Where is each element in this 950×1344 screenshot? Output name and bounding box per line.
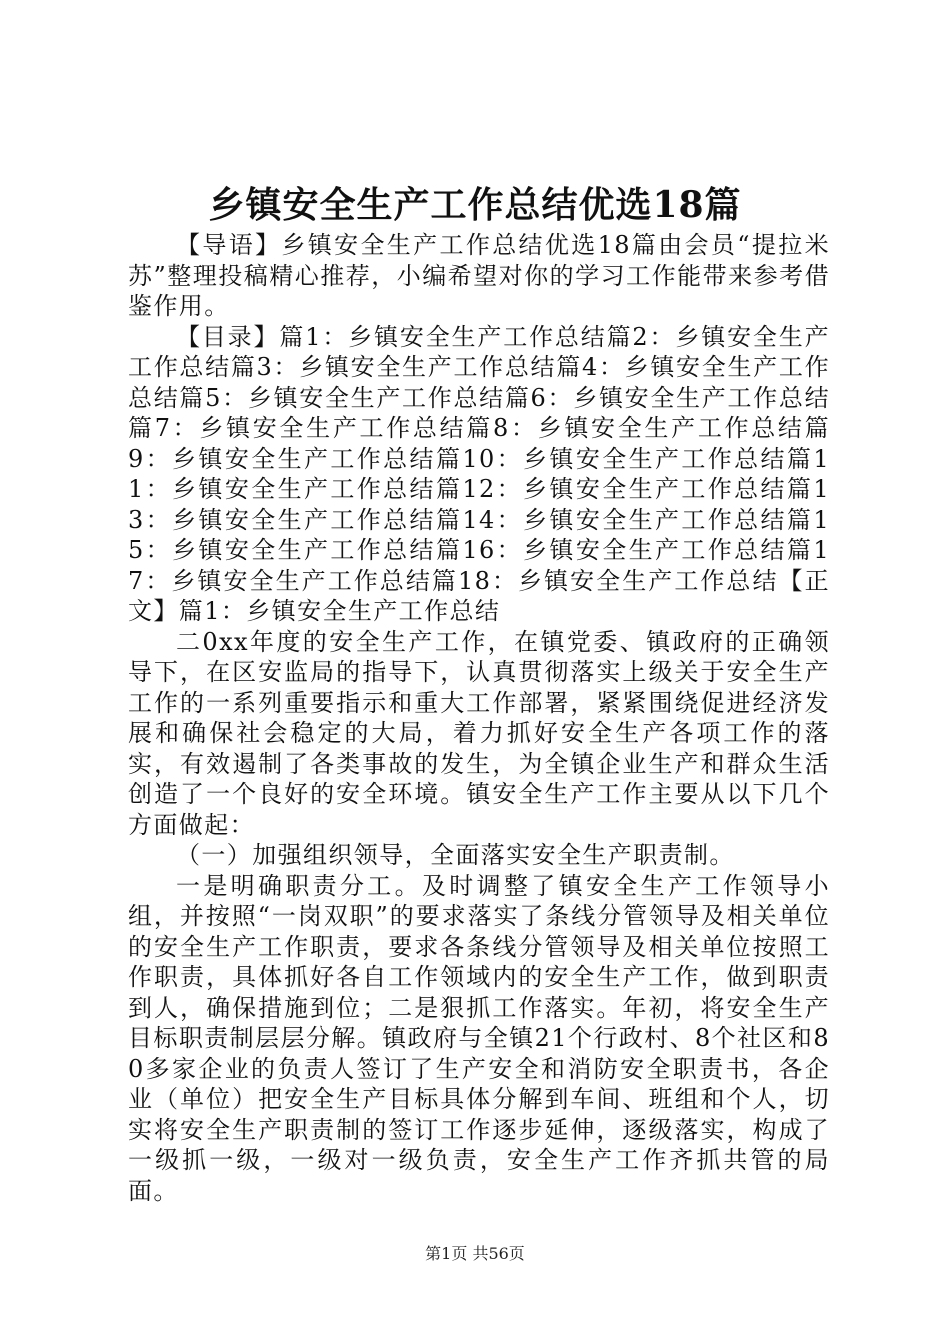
document-title: 乡镇安全生产工作总结优选18篇 (208, 184, 742, 226)
section-heading: （一）加强组织领导，全面落实安全生产职责制。 (176, 841, 735, 869)
toc-paragraph: 【目录】篇1：乡镇安全生产工作总结篇2：乡镇安全生产工作总结篇3：乡镇安全生产工作总结篇4：乡镇安全生产工作总结篇5：乡镇安全生产工作总结篇6：乡镇安全生产工作总结篇7：乡镇安全生产工作总结篇8：乡镇安全生产工作总结篇9：乡镇安全生产工作总结篇10：乡镇安全生产工作总结篇11：乡镇安全生产工作总结篇12：乡镇安全生产工作总结篇13：乡镇安全生产工作总结篇14：乡镇安全生产工作总结篇15：乡镇安全生产工作总结篇16：乡镇安全生产工作总结篇17：乡镇安全生产工作总结篇18：乡镇安全生产工作总结【正文】篇1：乡镇安全生产工作总结 (128, 322, 830, 625)
body-paragraph: 一是明确职责分工。及时调整了镇安全生产工作领导小组，并按照“一岗双职”的要求落实了条线分管领导及相关单位的安全生产工作职责，要求各条线分管领导及相关单位按照工作职责，具体抓好各自工作领域内的安全生产工作，做到职责到人，确保措施到位；二是狠抓工作落实。年初，将安全生产目标职责制层层分解。镇政府与全镇21个行政村、8个社区和80多家企业的负责人签订了生产安全和消防安全职责书，各企业（单位）把安全生产目标具体分解到车间、班组和个人，切实将安全生产职责制的签订工作逐步延伸，逐级落实，构成了一级抓一级，一级对一级负责，安全生产工作齐抓共管的局面。 (128, 871, 830, 1205)
page-number-footer: 第1页 共56页 (425, 1244, 525, 1263)
document-body (128, 230, 830, 1206)
body-paragraph: 二0xx年度的安全生产工作，在镇党委、镇政府的正确领导下，在区安监局的指导下，认真贯彻落实上级关于安全生产工作的一系列重要指示和重大工作部署，紧紧围绕促进经济发展和确保社会稳定的大局，着力抓好安全生产各项工作的落实，有效遏制了各类事故的发生，为全镇企业生产和群众生活创造了一个良好的安全环境。镇安全生产工作主要从以下几个方面做起： (128, 627, 830, 839)
intro-paragraph: 【导语】乡镇安全生产工作总结优选18篇由会员“提拉米苏”整理投稿精心推荐，小编希望对你的学习工作能带来参考借鉴作用。 (128, 231, 830, 320)
